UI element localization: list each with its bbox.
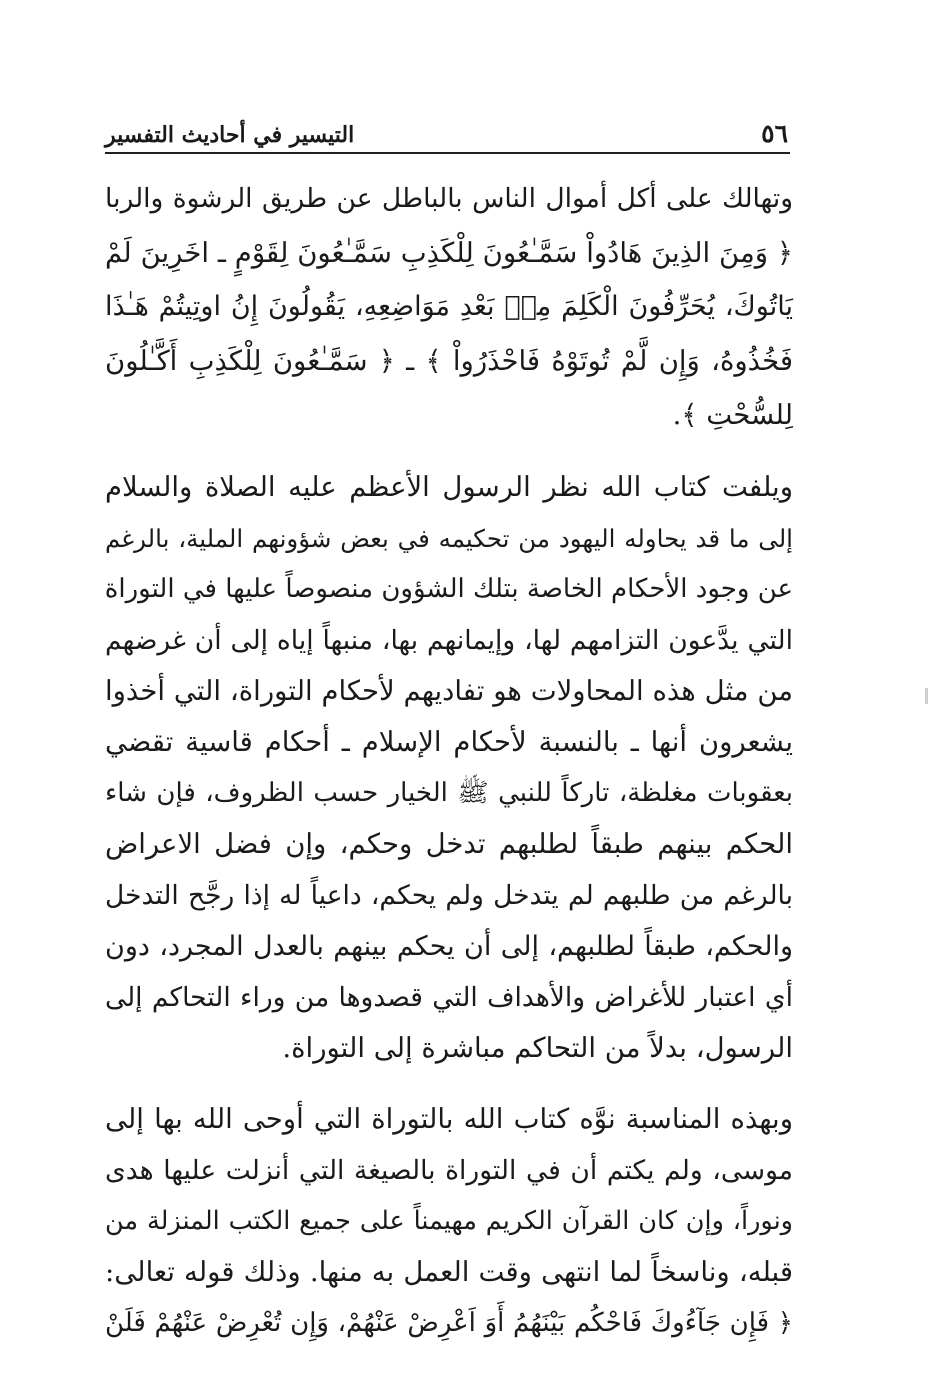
running-title: التيسير في أحاديث التفسير: [105, 122, 355, 148]
text-line: وبهذه المناسبة نوَّه كتاب الله بالتوراة التي أوحى الله بها إلى: [105, 1103, 793, 1135]
text-line: التي يدَّعون التزامهم لها، وإيمانهم بها، منبهاً إياه إلى أن غرضهم: [105, 625, 793, 656]
running-header: [105, 112, 790, 154]
text-line: ويلفت كتاب الله نظر الرسول الأعظم عليه الصلاة والسلام: [105, 471, 793, 503]
quran-verse-line: ﴿ وَمِنَ الذِينَ هَادُواْ سَمَّـٰعُونَ لِلْكَذِبِ سَمَّـٰعُونَ لِقَوْمٍ ـ اخَرِينَ لَمْ: [105, 237, 793, 269]
text-line: بالرغم من طلبهم لم يتدخل ولم يحكم، داعياً له إذا رجَّح التدخل: [105, 880, 793, 911]
text-line: ونوراً، وإن كان القرآن الكريم مهيمناً على جميع الكتب المنزلة من: [105, 1206, 793, 1236]
paragraph-1: [105, 172, 793, 442]
text-line: بعقوبات مغلظة، تاركاً للنبي ﷺ الخيار حسب الظروف، فإن شاء: [105, 778, 793, 808]
text-line: إلى ما قد يحاوله اليهود من تحكيمه في بعض شؤونهم الملية، بالرغم: [105, 524, 793, 553]
text-line: الحكم بينهم طبقاً لطلبهم تدخل وحكم، وإن فضل الاعراض: [105, 828, 793, 860]
scan-margin-mark: [925, 688, 928, 704]
quran-verse-line: يَاتُوكَ، يُحَرِّفُونَ الْكَلِمَ مِنۢ بَعْدِ مَوَاضِعِهِ، يَقُولُونَ إِنُ اوتِيتُمْ هَـٰذَا: [105, 291, 793, 322]
quran-verse-line: لِلسُّحْتِ ﴾.: [672, 399, 793, 431]
text-line: من مثل هذه المحاولات هو تفاديهم لأحكام التوراة، التي أخذوا: [105, 675, 793, 707]
text-line: قبله، وناسخاً لما انتهى وقت العمل به منها. وذلك قوله تعالى:: [105, 1256, 793, 1288]
quran-verse-line: ﴿ فَإِن جَآءُوكَ فَاحْكُم بَيْنَهُمُ أَوَ اَعْرِضْ عَنْهُمْ، وَإِن تُعْرِضْ عَنْهُمْ فَلَنْ: [105, 1308, 793, 1338]
text-line: والحكم، طبقاً لطلبهم، إلى أن يحكم بينهم بالعدل المجرد، دون: [105, 931, 793, 962]
text-line: عن وجود الأحكام الخاصة بتلك الشؤون منصوصاً عليها في التوراة: [104, 574, 793, 604]
text-line: يشعرون أنها ـ بالنسبة لأحكام الإسلام ـ أحكام قاسية تقضي: [105, 726, 793, 758]
text-line: الرسول، بدلاً من التحاكم مباشرة إلى التوراة.: [282, 1032, 793, 1064]
quran-verse-line: فَخُذُوهُ، وَإِن لَّمْ تُوتَوْهُ فَاحْذَرُواْ ﴾ ـ ﴿ سَمَّـٰعُونَ لِلْكَذِبِ أَكَّـٰلُونَ: [105, 345, 793, 377]
paragraph-3: [105, 1094, 793, 1349]
page-number: ٥٦: [761, 119, 788, 148]
text-line: أي اعتبار للأغراض والأهداف التي قصدوها من وراء التحاكم إلى: [105, 982, 793, 1013]
text-line: موسى، ولم يكتم أن في التوراة بالصيغة التي أنزلت عليها هدى: [105, 1155, 793, 1186]
text-line: وتهالك على أكل أموال الناس بالباطل عن طريق الرشوة والربا: [105, 183, 793, 214]
paragraph-2: [105, 462, 793, 1074]
body-text: [105, 172, 793, 1349]
